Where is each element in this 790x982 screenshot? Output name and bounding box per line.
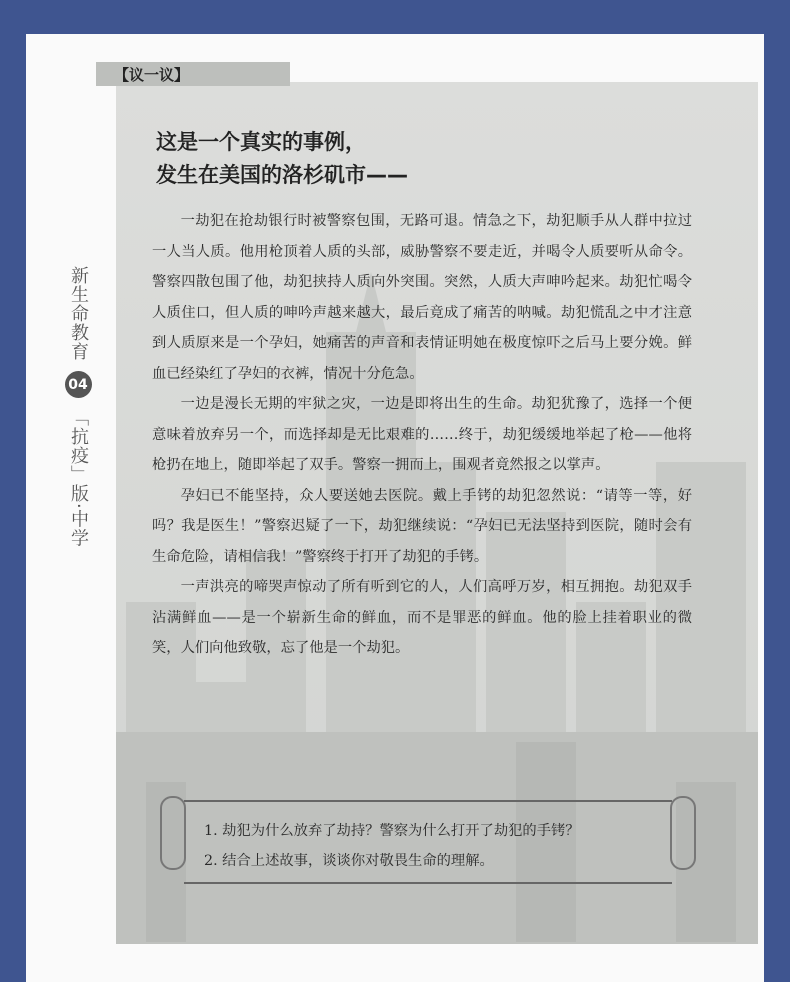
paragraph: 一劫犯在抢劫银行时被警察包围，无路可退。情急之下，劫犯顺手从人群中拉过一人当人质。他用枪顶着人质的头部，威胁警察不要走近，并喝令人质要听从命令。警察四散包围了他，劫犯挟持人质向外突围。突然，人质大声呻吟起来。劫犯忙喝令人质住口，但人质的呻吟声越来越大，最后竟成了痛苦的呐喊。劫犯慌乱之中才注意到人质原来是一个孕妇，她痛苦的声音和表情证明她在极度惊吓之后马上要分娩。鲜血已经染红了孕妇的衣裤，情况十分危急。 xyxy=(152,213,692,382)
story-body xyxy=(152,206,692,664)
scroll-ornament-left-icon xyxy=(160,796,186,870)
series-title: 新生命教育 xyxy=(68,266,89,361)
title-line-1: 这是一个真实的事例， xyxy=(156,130,366,154)
ornament-rule-bottom xyxy=(184,882,672,884)
paragraph: 一边是漫长无期的牢狱之灾，一边是即将出生的生命。劫犯犹豫了，选择一个便意味着放弃另一个，而选择却是无比艰难的……终于，劫犯缓缓地举起了枪——他将枪扔在地上，随即举起了双手。警察一拥而上，围观者竟然报之以掌声。 xyxy=(152,396,692,473)
paragraph: 一声洪亮的啼哭声惊动了所有听到它的人，人们高呼万岁，相互拥抱。劫犯双手沾满鲜血——是一个崭新生命的鲜血，而不是罪恶的鲜血。他的脸上挂着职业的微笑，人们向他致敬，忘了他是一个劫犯。 xyxy=(152,579,692,656)
side-header xyxy=(64,266,92,548)
question-item: 2. 结合上述故事，谈谈你对敬畏生命的理解。 xyxy=(204,853,494,869)
section-tab: 【议一议】 xyxy=(96,62,290,86)
question-item: 1. 劫犯为什么放弃了劫持？警察为什么打开了劫犯的手铐？ xyxy=(204,823,580,839)
ornament-rule-top xyxy=(184,800,672,802)
edition-label: 「抗疫」版·中学 xyxy=(68,408,89,548)
scroll-ornament-right-icon xyxy=(670,796,696,870)
chapter-number-badge: 04 xyxy=(65,371,92,398)
question-list xyxy=(204,816,580,876)
paragraph: 孕妇已不能坚持，众人要送她去医院。戴上手铐的劫犯忽然说：“请等一等，好吗？我是医生！”警察迟疑了一下，劫犯继续说：“孕妇已无法坚持到医院，随时会有生命危险，请相信我！”警察终于打开了劫犯的手铐。 xyxy=(152,487,692,565)
story-title xyxy=(156,126,408,192)
title-line-2: 发生在美国的洛杉矶市—— xyxy=(156,163,408,187)
